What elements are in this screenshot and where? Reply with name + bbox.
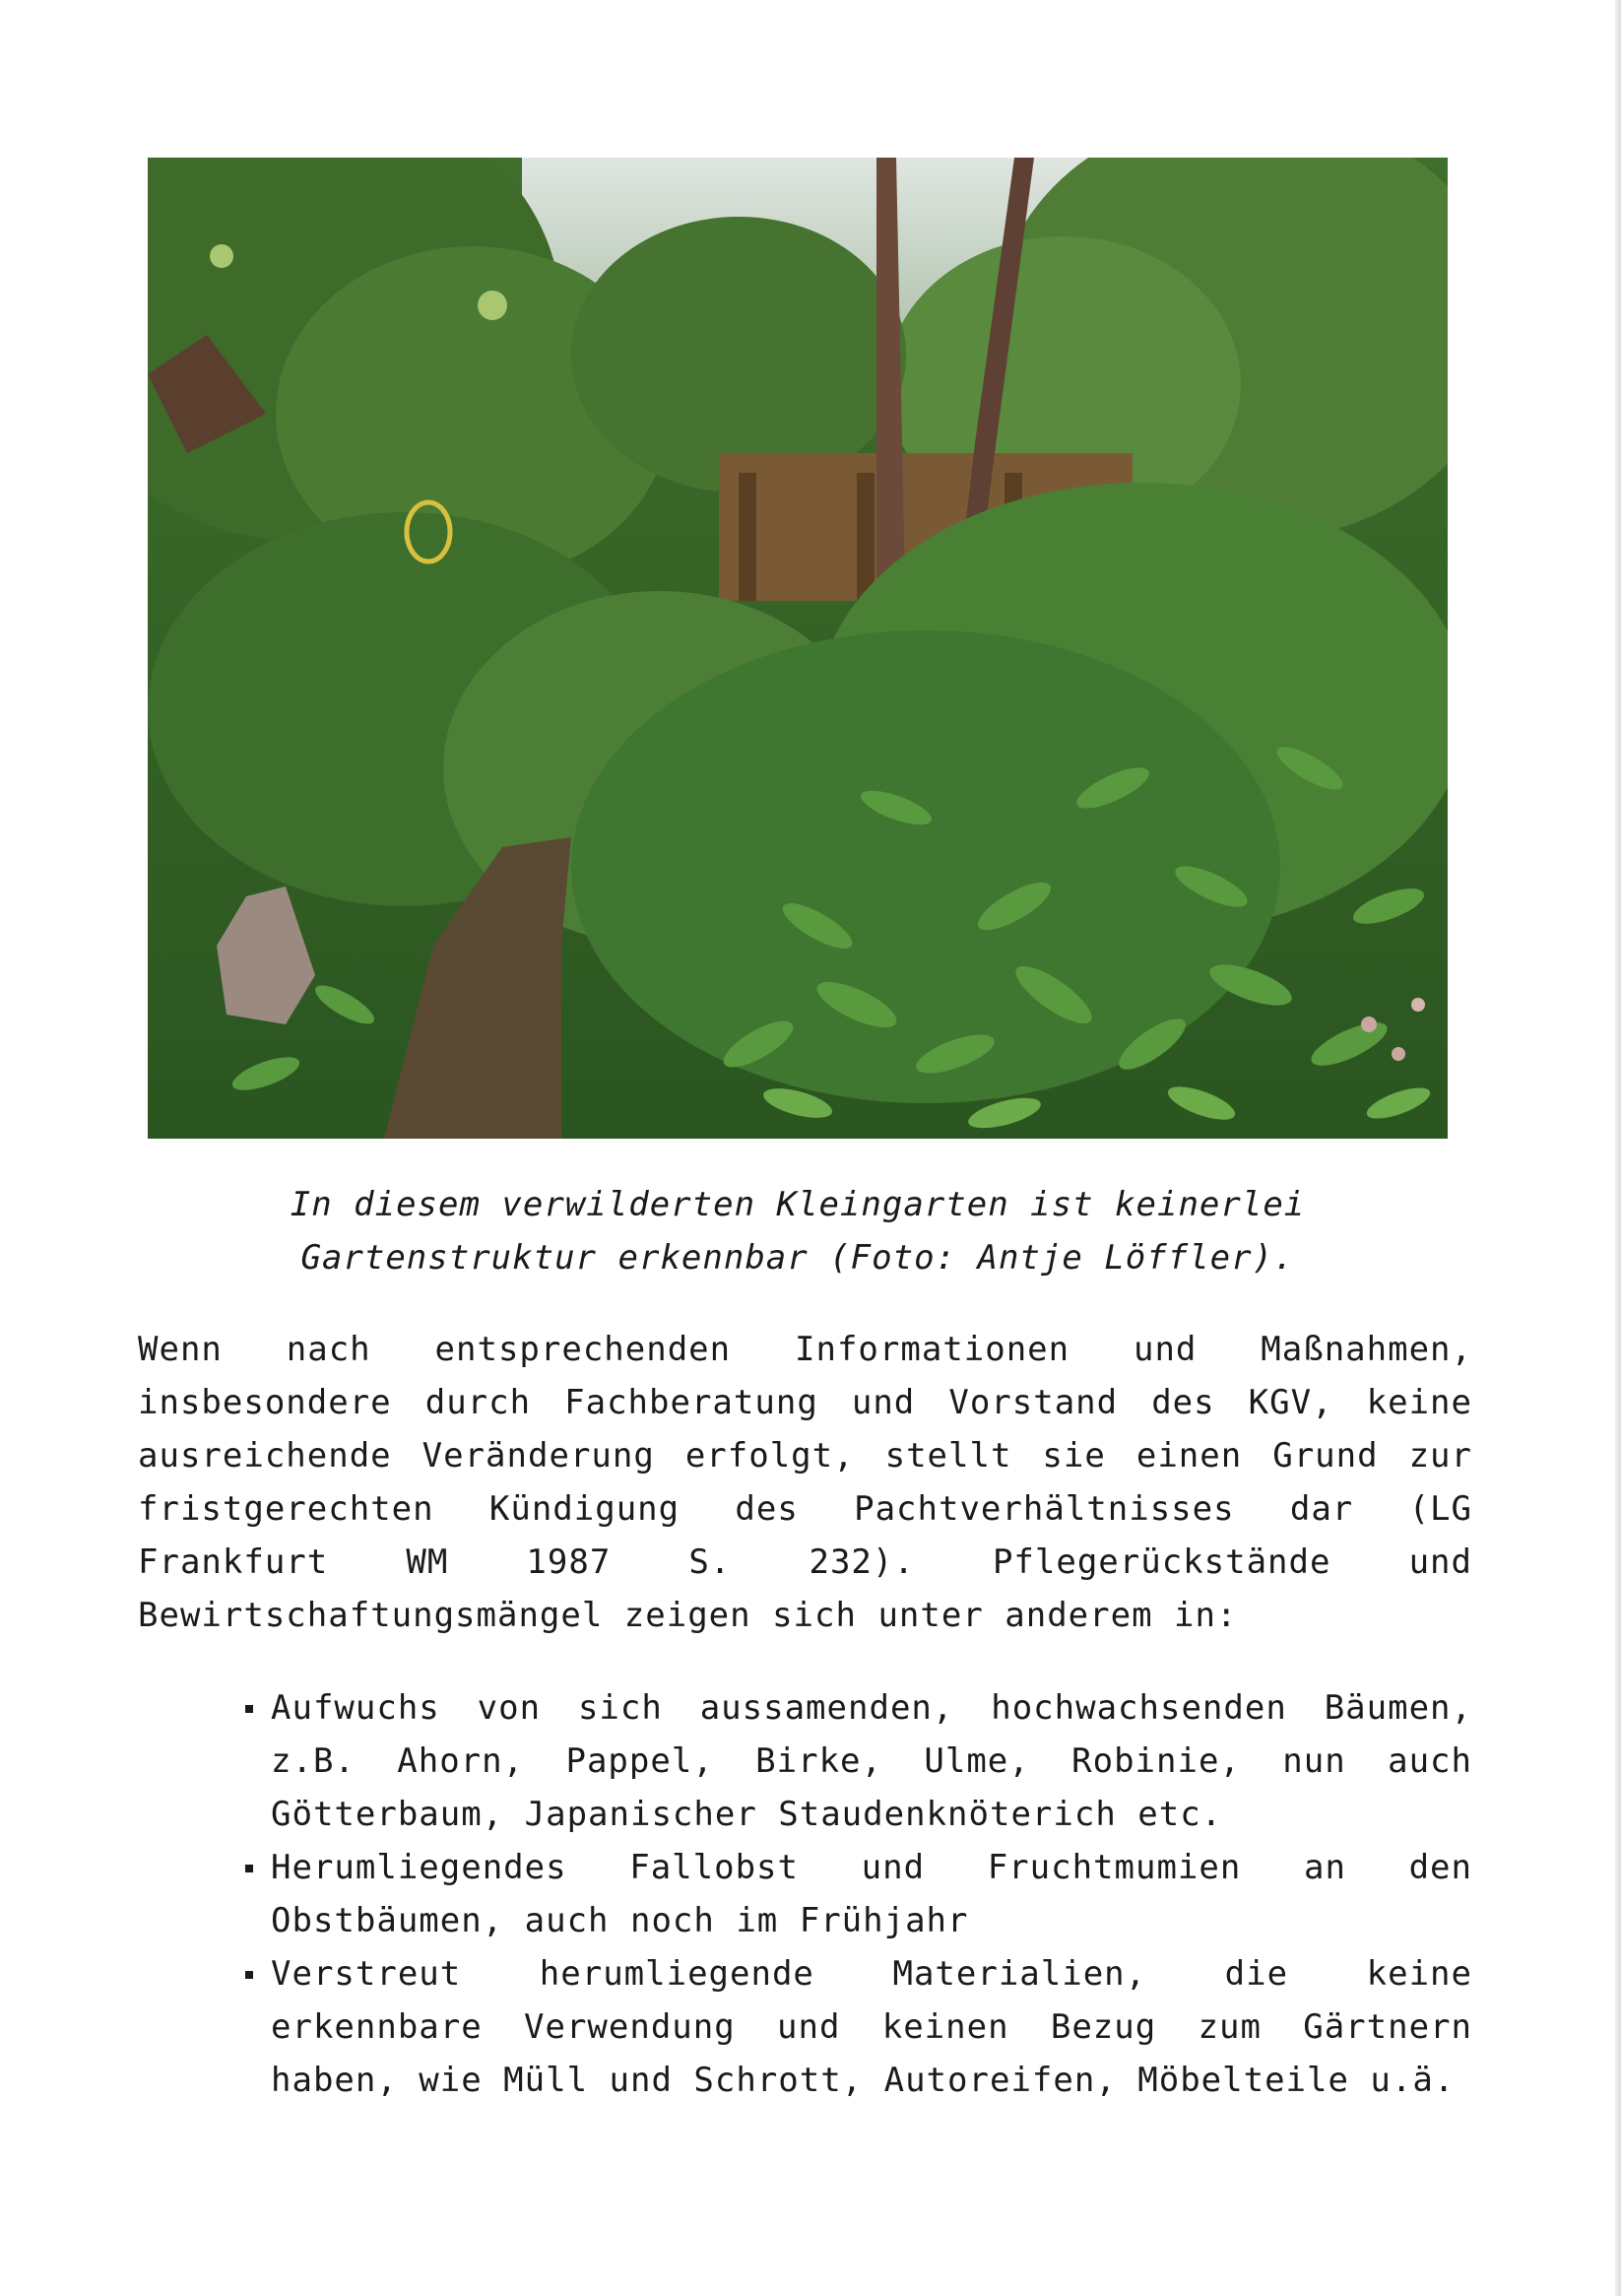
page-edge	[1615, 0, 1621, 2296]
photo-caption	[148, 1178, 1448, 1284]
bullet-icon	[245, 1865, 253, 1872]
bullet-line: erkennbare Verwendung und keinen Bezug zum Gärtnern	[271, 2007, 1472, 2047]
bullet-line: Götterbaum, Japanischer Staudenknöterich etc.	[271, 1795, 1223, 1834]
list-item	[241, 1947, 1472, 2107]
paragraph-line: Wenn nach entsprechenden Informationen und Maßnahmen,	[138, 1330, 1472, 1369]
paragraph-line: Bewirtschaftungsmängel zeigen sich unter anderem in:	[138, 1596, 1238, 1635]
bullet-line: Verstreut herumliegende Materialien, die keine	[271, 1954, 1472, 1994]
list-item	[241, 1841, 1472, 1947]
bullet-line: Herumliegendes Fallobst und Fruchtmumien an den	[271, 1848, 1472, 1887]
caption-line-2: Gartenstruktur erkennbar (Foto: Antje Löffler).	[300, 1238, 1295, 1278]
paragraph-line: fristgerechten Kündigung des Pachtverhältnisses dar (LG	[138, 1489, 1472, 1529]
bullet-line: Aufwuchs von sich aussamenden, hochwachsenden Bäumen,	[271, 1688, 1472, 1728]
paragraph-line: insbesondere durch Fachberatung und Vorstand des KGV, keine	[138, 1383, 1472, 1422]
garden-photo	[148, 158, 1448, 1139]
caption-line-1: In diesem verwilderten Kleingarten ist keinerlei	[290, 1185, 1306, 1224]
body-paragraph	[138, 1323, 1472, 1642]
bullet-list	[241, 1681, 1472, 2107]
bullet-line: haben, wie Müll und Schrott, Autoreifen, Möbelteile u.ä.	[271, 2061, 1456, 2100]
list-item	[241, 1681, 1472, 1841]
bullet-line: Obstbäumen, auch noch im Frühjahr	[271, 1901, 969, 1940]
garden-photo-icon	[148, 158, 1448, 1139]
paragraph-line: Frankfurt WM 1987 S. 232). Pflegerückstände und	[138, 1542, 1472, 1582]
bullet-line: z.B. Ahorn, Pappel, Birke, Ulme, Robinie, nun auch	[271, 1741, 1472, 1781]
bullet-icon	[245, 1705, 253, 1713]
bullet-icon	[245, 1971, 253, 1979]
paragraph-line: ausreichende Veränderung erfolgt, stellt sie einen Grund zur	[138, 1436, 1472, 1476]
